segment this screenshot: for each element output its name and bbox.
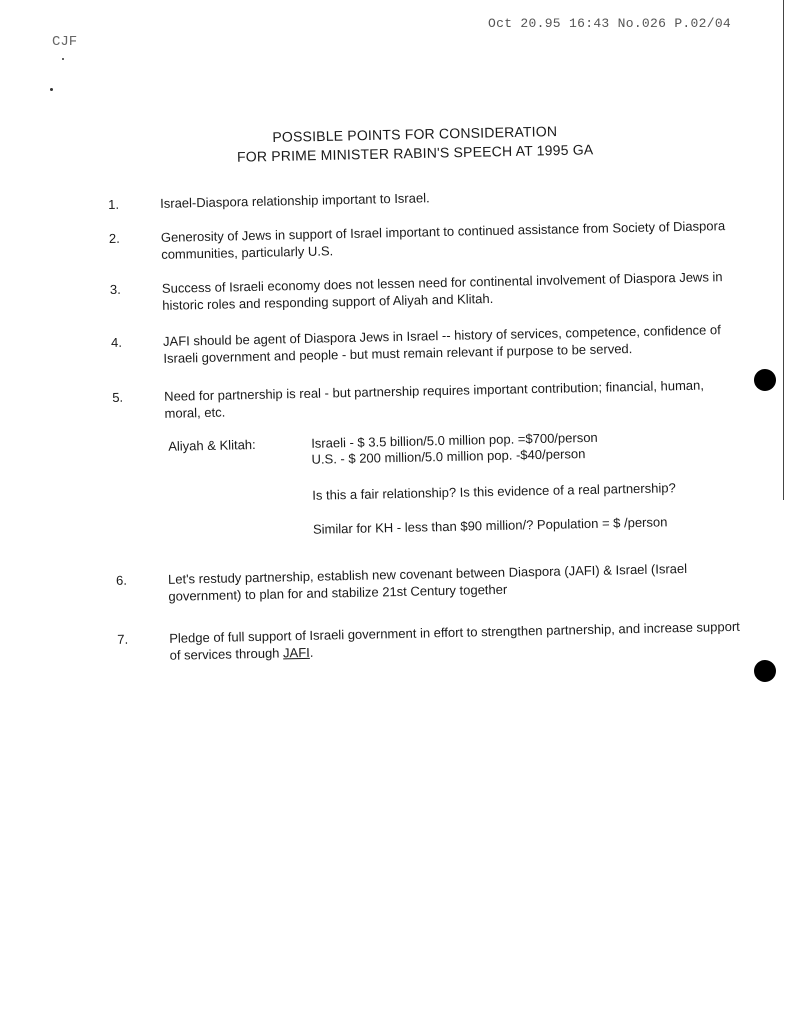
points-list bbox=[108, 183, 748, 665]
item-text: Success of Israeli economy does not lessen need for continental involvement of Diaspora Jews in historic roles and responding support of Aliyah and Klitah. bbox=[161, 269, 723, 313]
item-text: Let's restudy partnership, establish new covenant between Diaspora (JAFI) & Israel (Israel government) to plan for and stabilize 21st Century together bbox=[167, 560, 688, 604]
corner-mark: CJF bbox=[52, 34, 78, 50]
item-text: Generosity of Jews in support of Israel important to continued assistance from Society of Diaspora communities, particularly U.S. bbox=[160, 218, 726, 262]
item-text-before: Pledge of full support of Israeli government in effort to strengthen partnership, and increase support of services through bbox=[169, 618, 740, 663]
list-item bbox=[109, 217, 740, 264]
punch-hole bbox=[754, 369, 776, 391]
aliyah-figures bbox=[311, 430, 598, 468]
us-figure: U.S. - $ 200 million/5.0 million pop. -$40/person bbox=[311, 446, 586, 467]
title-line-1: POSSIBLE POINTS FOR CONSIDERATION bbox=[272, 123, 558, 145]
punch-hole bbox=[754, 660, 776, 682]
item-text-after: . bbox=[309, 644, 314, 660]
list-item bbox=[112, 376, 743, 423]
title-line-2: FOR PRIME MINISTER RABIN'S SPEECH AT 1995 GA bbox=[236, 141, 594, 165]
kh-comparison: Similar for KH - less than $90 million/? Population = $ /person bbox=[312, 514, 668, 537]
item-number: 7. bbox=[117, 631, 129, 647]
item-number: 3. bbox=[109, 281, 121, 297]
item-number: 4. bbox=[110, 334, 123, 350]
item-number: 1. bbox=[108, 196, 120, 212]
fax-header: Oct 20.95 16:43 No.026 P.02/04 bbox=[488, 16, 732, 31]
list-item bbox=[116, 559, 747, 606]
aliyah-label: Aliyah & Klitah: bbox=[168, 436, 256, 454]
item-number: 6. bbox=[115, 572, 128, 588]
speck-mark bbox=[50, 88, 53, 91]
jafi-underlined: JAFI bbox=[282, 644, 310, 661]
page-edge-line bbox=[783, 0, 784, 500]
item-number: 5. bbox=[112, 389, 124, 405]
list-item bbox=[117, 618, 748, 665]
fairness-question: Is this a fair relationship? Is this evidence of a real partnership? bbox=[312, 480, 676, 503]
item-text bbox=[169, 618, 748, 664]
item-text: Need for partnership is real - but partnership requires important contribution; financial, human, moral, etc. bbox=[164, 377, 705, 421]
aliyah-klitah-row bbox=[168, 427, 744, 471]
israeli-figure: Israeli - $ 3.5 billion/5.0 million pop. =$700/person bbox=[311, 429, 598, 451]
item-number: 2. bbox=[108, 230, 120, 246]
document-title bbox=[200, 121, 631, 168]
item-text: Israel-Diaspora relationship important to Israel. bbox=[160, 190, 430, 211]
list-item bbox=[108, 183, 738, 213]
list-item bbox=[110, 268, 741, 315]
list-item bbox=[111, 321, 742, 368]
speck-mark bbox=[62, 58, 64, 60]
item-text: JAFI should be agent of Diaspora Jews in Israel -- history of services, competence, confidence of Israeli government and people - but must remain relevant if purpose to be served. bbox=[162, 322, 721, 366]
